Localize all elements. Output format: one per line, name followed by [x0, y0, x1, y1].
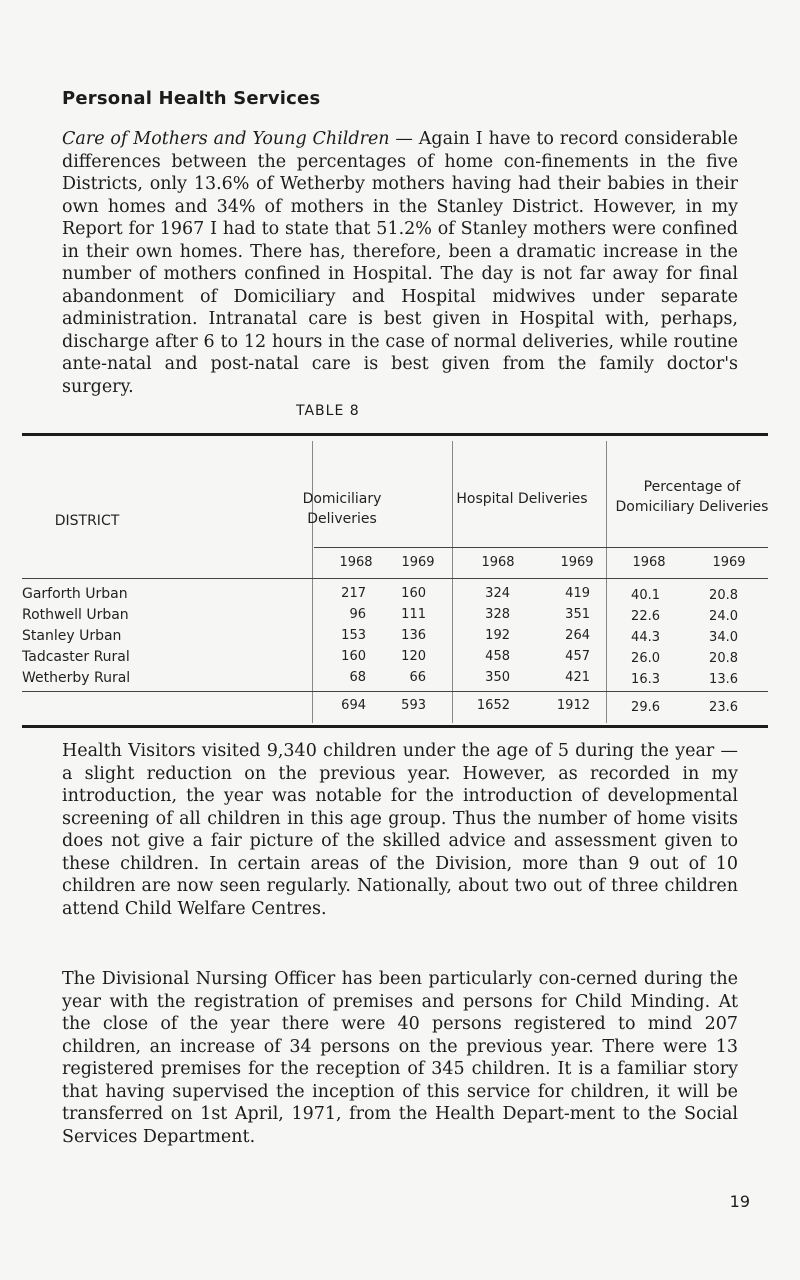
total-cell: 23.6 [709, 700, 738, 715]
table-cell: 153 [341, 628, 366, 643]
table-cell: 16.3 [631, 672, 660, 687]
district-name: Stanley Urban [22, 628, 122, 644]
table-cell: 66 [409, 670, 426, 685]
year-1968: 1968 [481, 555, 515, 570]
table-cell: 264 [565, 628, 590, 643]
total-cell: 593 [401, 698, 426, 713]
table-bottom-rule [22, 725, 768, 728]
section-heading: Personal Health Services [62, 88, 321, 109]
table-cell: 419 [565, 586, 590, 601]
table-cell: 68 [349, 670, 366, 685]
total-cell: 29.6 [631, 700, 660, 715]
table-cell: 13.6 [709, 672, 738, 687]
table-cell: 421 [565, 670, 590, 685]
table-cell: 24.0 [709, 609, 738, 624]
totals-top-rule [22, 691, 768, 692]
table-cell: 34.0 [709, 630, 738, 645]
paragraph-child-minding: The Divisional Nursing Officer has been particularly con-cerned during the year with the registration of premises and persons for Child Minding. At the close of the year there were 40 persons registered to mind 207 children, an increase of 34 persons on the previous year. There were 13 registered premises for the reception of 345 children. It is a familiar story that having supervised the inception of this service for children, it will be transferred on 1st April, 1971, from the Health Depart-ment to the Social Services Department. [62, 969, 738, 1147]
year-1968: 1968 [632, 555, 666, 570]
table-cell: 217 [341, 586, 366, 601]
table-cell: 324 [485, 586, 510, 601]
table-cell: 111 [401, 607, 426, 622]
table-cell: 458 [485, 649, 510, 664]
table-cell: 160 [341, 649, 366, 664]
table-cell: 328 [485, 607, 510, 622]
district-name: Rothwell Urban [22, 607, 129, 623]
paragraph-care-of-mothers [62, 128, 738, 398]
table-cell: 44.3 [631, 630, 660, 645]
district-name: Tadcaster Rural [22, 649, 130, 665]
table-cell: 351 [565, 607, 590, 622]
table-cell: 20.8 [709, 651, 738, 666]
table-cell: 40.1 [631, 588, 660, 603]
header-district: DISTRICT [54, 513, 120, 529]
paragraph-intro-italic: Care of Mothers and Young Children [62, 129, 390, 149]
year-1969: 1969 [712, 555, 746, 570]
year-1968: 1968 [339, 555, 373, 570]
table-cell: 136 [401, 628, 426, 643]
header-bottom-rule [22, 578, 768, 579]
table-cell: 26.0 [631, 651, 660, 666]
table-caption: TABLE 8 [296, 403, 360, 419]
table-top-rule [22, 433, 768, 436]
paragraph-body: — Again I have to record considerable differences between the percentages of home con-finements in the five Districts, only 13.6% of Wetherby mothers having had their babies in their own homes and 34% of mothers in the Stanley District. However, in my Report for 1967 I had to state that 51.2% of Stanley mothers were confined in their own homes. There has, therefore, been a dramatic increase in the number of mothers confined in Hospital. The day is not far away for final abandonment of Domiciliary and Hospital midwives under separate administration. Intranatal care is best given in Hospital with, perhaps, discharge after 6 to 12 hours in the case of normal deliveries, while routine ante-natal and post-natal care is best given from the family doctor's surgery. [62, 129, 738, 397]
total-cell: 694 [341, 698, 366, 713]
table-cell: 96 [349, 607, 366, 622]
table-cell: 192 [485, 628, 510, 643]
total-cell: 1912 [556, 698, 590, 713]
column-divider [452, 441, 453, 723]
district-name: Wetherby Rural [22, 670, 131, 686]
header-percentage: Percentage of Domiciliary Deliveries [615, 479, 769, 515]
page-number: 19 [729, 1192, 750, 1211]
header-group-rule [314, 547, 768, 548]
paragraph-health-visitors: Health Visitors visited 9,340 children under the age of 5 during the year — a slight reduction on the previous year. However, as recorded in my introduction, the year was notable for the introduction of developmental screening of all children in this age group. Thus the number of home visits does not give a fair picture of the skilled advice and assessment given to these children. In certain areas of the Division, more than 9 out of 10 children are now seen regularly. Nationally, about two out of three children attend Child Welfare Centres. [62, 741, 738, 919]
year-1969: 1969 [560, 555, 594, 570]
table-cell: 457 [565, 649, 590, 664]
table-cell: 22.6 [631, 609, 660, 624]
column-divider [606, 441, 607, 723]
column-divider [312, 441, 313, 723]
table-cell: 350 [485, 670, 510, 685]
table-cell: 20.8 [709, 588, 738, 603]
district-name: Garforth Urban [22, 586, 128, 602]
header-hospital: Hospital Deliveries [456, 491, 588, 507]
total-cell: 1652 [476, 698, 510, 713]
year-1969: 1969 [401, 555, 435, 570]
table-cell: 160 [401, 586, 426, 601]
table-cell: 120 [401, 649, 426, 664]
header-domiciliary: Domiciliary Deliveries [302, 491, 382, 527]
